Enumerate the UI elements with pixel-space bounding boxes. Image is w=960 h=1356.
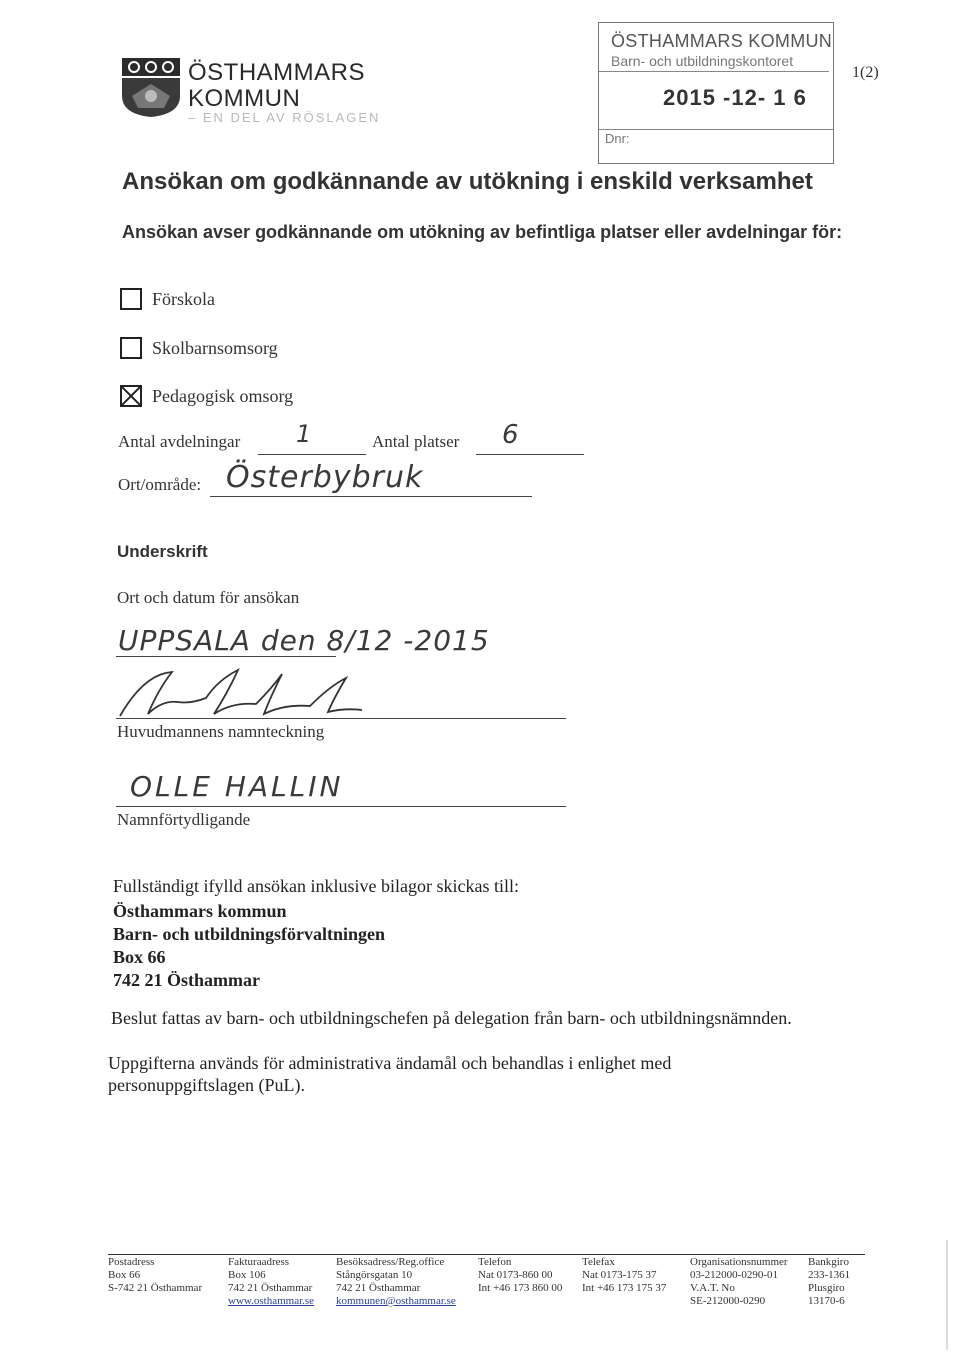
municipal-coat-of-arms-icon [120,56,182,118]
place-date-label: Ort och datum för ansökan [117,588,300,607]
footer-heading: Telefon [478,1256,512,1268]
platser-value[interactable]: 6 [502,420,519,450]
section-heading-underskrift: Underskrift [117,542,208,561]
footer-heading: Fakturaadress [228,1256,290,1268]
organization-name [188,60,365,112]
footer-heading: Organisationsnummer [690,1256,788,1268]
footer-line: SE-212000-0290 [690,1295,766,1307]
send-to-intro: Fullständigt ifylld ansökan inklusive bilagor skickas till: [113,876,519,896]
stamp-date: 2015 -12- 1 6 [663,85,807,110]
footer-line: 742 21 Östhammar [228,1282,313,1294]
footer-line: Box 66 [108,1269,141,1281]
checkbox-pedagogisk-omsorg[interactable] [120,385,142,407]
stamp-title: ÖSTHAMMARS KOMMUN [611,31,833,51]
footer-line: Stångörsgatan 10 [336,1269,413,1281]
footer-line: V.A.T. No [690,1282,735,1294]
scan-edge-mark [946,1240,948,1350]
place-date-value[interactable]: UPPSALA den 8/12 -2015 [118,624,490,657]
name-value[interactable]: OLLE HALLIN [130,770,344,803]
option-label: Pedagogisk omsorg [152,386,294,406]
option-label: Förskola [152,289,215,309]
footer-line: Int +46 173 860 00 [478,1282,563,1294]
stamp-divider [599,129,833,130]
received-stamp [598,22,834,164]
organization-name-line2: KOMMUN [188,85,301,112]
website-link[interactable]: www.osthammar.se [228,1295,315,1307]
stamp-subtitle: Barn- och utbildningskontoret [611,53,794,69]
ort-line [210,496,532,497]
document-title: Ansökan om godkännande av utökning i enskild verksamhet [122,168,813,195]
address-line: Box 66 [113,947,166,967]
footer-heading: Besöksadress/Reg.office [336,1256,445,1268]
stamp-dnr-label: Dnr: [605,131,630,146]
stamp-divider [599,71,829,72]
name-clarification-label: Namnförtydligande [117,810,251,829]
checkbox-skolbarnsomsorg[interactable] [120,337,142,359]
footer-line: Box 106 [228,1269,266,1281]
checkmark-x-icon [122,387,140,405]
address-line: 742 21 Östhammar [113,970,260,990]
ort-value[interactable]: Österbybruk [226,460,424,495]
decision-text: Beslut fattas av barn- och utbildningschefen på delegation från barn- och utbildningsnämnden. [111,1008,792,1028]
footer-line: 742 21 Östhammar [336,1282,421,1294]
footer-line: Int +46 173 175 37 [582,1282,667,1294]
footer-line: 13170-6 [808,1295,845,1307]
footer-line: S-742 21 Östhammar [108,1282,203,1294]
platser-label: Antal platser [372,432,460,451]
platser-line [476,454,584,455]
logo-tagline: – EN DEL AV RÖSLAGEN [188,110,381,125]
footer-line: 233-1361 [808,1269,851,1281]
document-subtitle: Ansökan avser godkännande om utökning av befintliga platser eller avdelningar för: [122,222,843,242]
footer-fakturaadress [228,1256,314,1308]
page-number: 1(2) [852,64,879,81]
send-to-address [113,900,385,992]
avdelningar-line [258,454,366,455]
checkbox-forskola[interactable] [120,288,142,310]
footer-postadress [108,1256,202,1295]
signature-line [116,718,566,719]
privacy-text: Uppgifterna används för administrativa ändamål och behandlas i enlighet med personuppgiftslagen (PuL). [108,1053,672,1095]
footer-line: Nat 0173-860 00 [478,1269,553,1281]
address-line: Östhammars kommun [113,901,287,921]
avdelningar-value[interactable]: 1 [296,420,312,448]
handwritten-signature [114,660,364,720]
address-line: Barn- och utbildningsförvaltningen [113,924,386,944]
signature-label: Huvudmannens namnteckning [117,722,325,741]
organization-name-line1: ÖSTHAMMARS [188,59,366,86]
footer-bankgiro [808,1256,850,1308]
footer-line: Nat 0173-175 37 [582,1269,657,1281]
footer-telefax [582,1256,666,1295]
avdelningar-label: Antal avdelningar [118,432,241,451]
footer-besoksadress [336,1256,456,1308]
name-line [116,806,566,807]
footer-line: Plusgiro [808,1282,845,1294]
footer-heading: Postadress [108,1256,155,1268]
footer-line: 03-212000-0290-01 [690,1269,778,1281]
ort-label: Ort/område: [118,475,202,494]
footer-orgnr [690,1256,788,1308]
footer-heading: Telefax [582,1256,615,1268]
footer-telefon [478,1256,562,1295]
footer-heading: Bankgiro [808,1256,849,1268]
option-label: Skolbarnsomsorg [152,338,278,358]
email-link[interactable]: kommunen@osthammar.se [336,1295,456,1307]
footer-divider [108,1254,865,1255]
